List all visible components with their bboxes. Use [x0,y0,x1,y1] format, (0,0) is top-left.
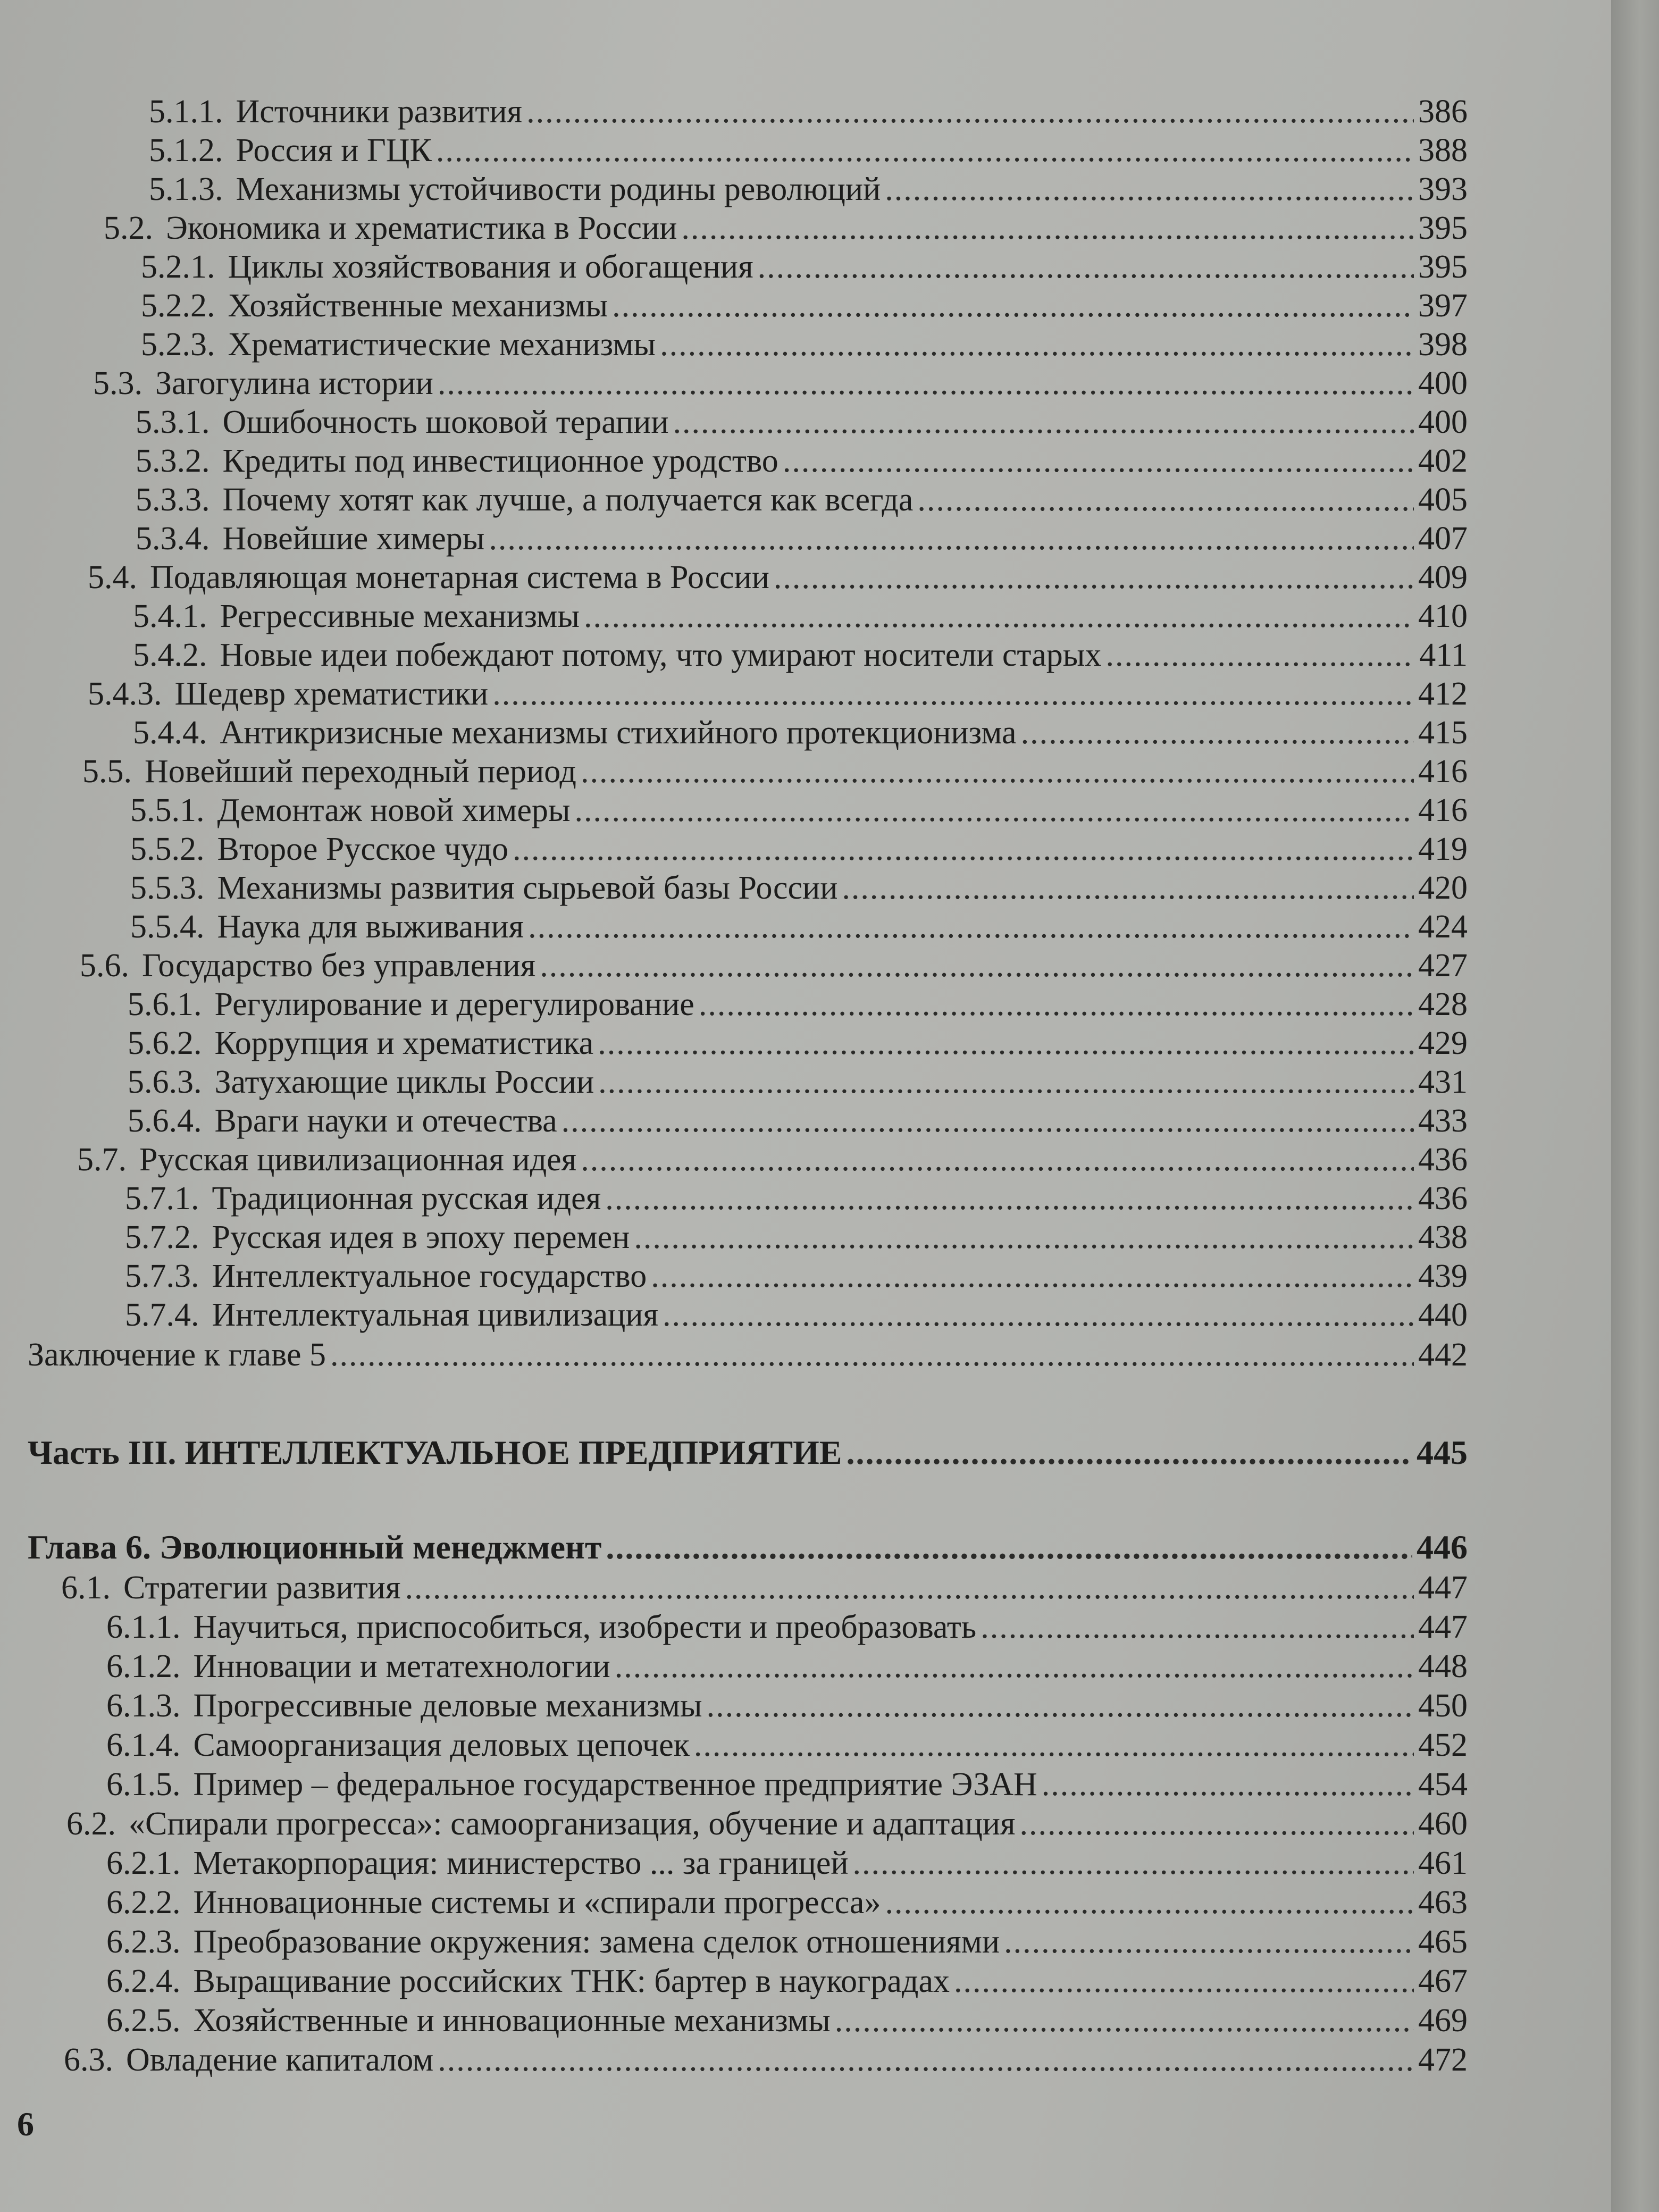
toc-entry-number: 5.4.1. [133,598,207,634]
toc-entry-page: 395 [1418,249,1468,285]
toc-entry-number: 5.7. [77,1142,127,1178]
toc-entry [28,1526,1468,1569]
toc-entry [82,750,1468,793]
dot-leader [605,1177,1414,1220]
dot-leader [1042,1763,1414,1806]
toc-entry [88,673,1468,715]
dot-leader [575,789,1414,832]
dot-leader [634,1216,1414,1259]
toc-entry [149,129,1468,172]
toc-entry [106,1685,1468,1727]
toc-entry-number: 5.1.3. [149,171,223,207]
dot-leader [681,207,1414,249]
toc-entry-title: Циклы хозяйствования и обогащения [228,249,753,285]
toc-entry-number: 5.6.2. [128,1025,202,1061]
toc-entry-title: Демонтаж новой химеры [217,792,571,828]
toc-entry-page: 454 [1418,1766,1468,1803]
dot-leader [1021,711,1414,754]
toc-entry [28,1431,1468,1474]
dot-leader [954,1960,1414,2002]
dot-leader [581,750,1414,793]
toc-entry [128,1061,1468,1103]
toc-entry-page: 410 [1418,598,1468,634]
page-number: 6 [17,2105,34,2143]
toc-entry-page: 463 [1418,1884,1468,1921]
toc-entry [141,284,1468,327]
toc-entry [136,517,1468,560]
toc-entry-number: 5.7.3. [125,1258,199,1294]
dot-leader [660,323,1414,366]
dot-leader [562,1100,1414,1142]
toc-entry-number: 6.1.2. [106,1648,181,1685]
toc-entry [125,1294,1468,1336]
toc-entry-title: Выращивание российских ТНК: бартер в наукоградах [193,1963,950,1999]
toc-entry [136,440,1468,482]
toc-entry-page: 465 [1418,1924,1468,1960]
toc-entry-page: 397 [1418,288,1468,324]
toc-entry-number: 5.4.3. [88,676,162,712]
toc-entry-title: Овладение капиталом [126,2042,434,2078]
dot-leader [405,1566,1414,1609]
toc-entry-page: 429 [1418,1025,1468,1061]
dot-leader [612,284,1414,327]
toc-entry-number: 5.6.4. [128,1103,202,1139]
dot-leader [492,673,1414,715]
toc-entry-page: 438 [1418,1219,1468,1255]
toc-entry [136,479,1468,521]
dot-leader [330,1334,1414,1376]
toc-entry-number: 5.7.4. [125,1297,199,1333]
toc-entry-page: 431 [1418,1064,1468,1100]
toc-entry-page: 419 [1418,831,1468,867]
dot-leader [835,1999,1414,2042]
toc-entry [141,246,1468,288]
toc-entry-title: Преобразование окружения: замена сделок отношениями [193,1924,1000,1960]
toc-entry-page: 447 [1418,1609,1468,1645]
toc-entry-title: Наука для выживания [217,909,524,945]
dot-leader [694,1724,1414,1766]
toc-entry [130,828,1468,870]
toc-entry-number: 6.2.2. [106,1884,181,1921]
toc-entry-number: 5.5. [82,753,132,790]
toc-entry [130,867,1468,909]
dot-leader [651,1255,1414,1297]
toc-entry-page: 400 [1418,365,1468,401]
dot-leader [598,1022,1414,1065]
toc-entry-title: Пример – федеральное государственное предприятие ЭЗАН [193,1766,1037,1803]
dot-leader [673,401,1414,443]
dot-leader [853,1842,1414,1884]
toc-entry-page: 409 [1418,559,1468,596]
toc-entry-page: 445 [1417,1434,1468,1471]
toc-entry-title: Коррупция и хрематистика [214,1025,594,1061]
toc-entry-page: 439 [1418,1258,1468,1294]
toc-entry-number: 5.5.4. [130,909,205,945]
toc-entry-number: 6.2.5. [106,2002,181,2039]
dot-leader [526,90,1414,133]
toc-entry [104,207,1468,249]
toc-entry [130,789,1468,832]
toc-entry-number: 5.3.2. [136,443,210,479]
dot-leader [1019,1803,1414,1845]
dot-leader [1105,634,1415,676]
toc-entry-title: Затухающие циклы России [214,1064,594,1100]
toc-entry-page: 469 [1418,2002,1468,2039]
toc-entry-number: 6.2.1. [106,1845,181,1881]
toc-entry-title: Новейший переходный период [145,753,576,790]
toc-entry-number: 5.6.1. [128,986,202,1023]
toc-entry-number: 6.1.4. [106,1727,181,1763]
toc-entry-page: 433 [1418,1103,1468,1139]
toc-entry-page: 416 [1418,753,1468,790]
toc-entry-number: 5.1.1. [149,94,223,130]
toc-entry-number: 5.2.2. [141,288,215,324]
toc-entry [125,1216,1468,1259]
page-stack-edge [1611,0,1659,2212]
dot-leader [981,1606,1414,1648]
toc-entry-page: 386 [1418,94,1468,130]
toc-entry-title: Традиционная русская идея [212,1180,601,1217]
toc-entry-number: 5.6.3. [128,1064,202,1100]
toc-entry-title: Регулирование и дерегулирование [214,986,694,1023]
toc-entry-title: Русская идея в эпоху перемен [212,1219,630,1255]
toc-entry-title: Научиться, приспособиться, изобрести и преобразовать [193,1609,977,1645]
toc-entry-title: Метакорпорация: министерство ... за границей [193,1845,849,1881]
dot-leader [598,1061,1414,1103]
toc-entry-page: 450 [1418,1688,1468,1724]
toc-entry-title: Кредиты под инвестиционное уродство [222,443,778,479]
toc-entry [88,556,1468,599]
toc-entry-page: 447 [1418,1570,1468,1606]
toc-entry-title: Стратегии развития [123,1570,401,1606]
toc-entry-number: 5.3.1. [136,404,210,440]
toc-entry [106,1606,1468,1648]
toc-entry [130,906,1468,948]
toc-entry-page: 446 [1417,1528,1468,1566]
toc-entry-title: Самоорганизация деловых цепочек [193,1727,690,1763]
toc-entry [128,1100,1468,1142]
toc-entry-page: 467 [1418,1963,1468,1999]
toc-entry-page: 411 [1419,637,1468,673]
toc-entry-page: 416 [1418,792,1468,828]
toc-entry-title: Новые идеи побеждают потому, что умирают носители старых [220,637,1102,673]
toc-entry-title: Механизмы развития сырьевой базы России [217,870,838,906]
dot-leader [885,1881,1414,1924]
toc-entry-number: 5.7.2. [125,1219,199,1255]
toc-entry-title: «Спирали прогресса»: самоорганизация, обучение и адаптация [129,1806,1016,1842]
toc-entry-title: Второе Русское чудо [217,831,508,867]
toc-entry-page: 436 [1418,1142,1468,1178]
dot-leader [438,2039,1414,2081]
toc-entry-number: 5.6. [80,948,129,984]
toc-entry [149,168,1468,211]
toc-entry-title: Подавляющая монетарная система в России [150,559,769,596]
toc-entry-title: Русская цивилизационная идея [139,1142,577,1178]
toc-entry-number: 5.5.2. [130,831,205,867]
dot-leader [663,1294,1414,1336]
dot-leader [699,983,1414,1026]
toc-entry-number: 6.3. [64,2042,113,2078]
dot-leader [513,828,1414,870]
dot-leader [438,362,1414,405]
toc-entry [125,1177,1468,1220]
toc-entry-title: Государство без управления [142,948,536,984]
toc-entry-number: 6.2.3. [106,1924,181,1960]
toc-entry-number: 5.3.3. [136,482,210,518]
toc-entry-title: Загогулина истории [155,365,433,401]
toc-entry [80,944,1468,987]
toc-entry [128,1022,1468,1065]
toc-entry [133,711,1468,754]
toc-entry [133,595,1468,638]
toc-entry-number: 5.2.1. [141,249,215,285]
dot-leader [615,1645,1414,1688]
toc-entry-page: 400 [1418,404,1468,440]
toc-entry-number: 6.1. [61,1570,111,1606]
dot-leader [489,517,1414,560]
toc-entry [28,1334,1468,1376]
toc-entry-title: Интеллектуальная цивилизация [212,1297,659,1333]
toc-entry [133,634,1468,676]
toc-entry-page: 398 [1418,326,1468,363]
toc-entry-page: 472 [1418,2042,1468,2078]
toc-entry [106,1960,1468,2002]
dot-leader [774,556,1414,599]
toc-entry-title: Экономика и хрематистика в России [166,210,677,246]
dot-leader [783,440,1414,482]
toc-entry-page: 461 [1418,1845,1468,1881]
toc-entry-page: 412 [1418,676,1468,712]
toc-entry-number: 5.5.1. [130,792,205,828]
toc-entry-page: 395 [1418,210,1468,246]
toc-entry-title: Ошибочность шоковой терапии [222,404,669,440]
toc-entry-number: 6.1.3. [106,1688,181,1724]
toc-entry-title: Антикризисные механизмы стихийного протекционизма [220,715,1017,751]
toc-entry [66,1803,1468,1845]
toc-entry-number: 5.4.4. [133,715,207,751]
toc-entry [64,2039,1468,2081]
toc-entry [106,1724,1468,1766]
toc-entry [106,1999,1468,2042]
toc-entry-page: 440 [1418,1297,1468,1333]
toc-entry-number: 5.7.1. [125,1180,199,1217]
toc-entry-page: 452 [1418,1727,1468,1763]
toc-entry-title: Почему хотят как лучше, а получается как всегда [222,482,914,518]
toc-entry-number: 5.3.4. [136,521,210,557]
toc-entry-title: Инновационные системы и «спирали прогресса» [193,1884,881,1921]
toc-entry-number: 5.5.3. [130,870,205,906]
toc-entry-number: 5.4. [88,559,137,596]
toc-entry-title: Источники развития [236,94,523,130]
toc-entry [106,1881,1468,1924]
toc-entry-title: Инновации и метатехнологии [193,1648,610,1685]
toc-entry-number: 5.1.2. [149,132,223,169]
toc-entry-page: 420 [1418,870,1468,906]
toc-entry-number: 6.1.1. [106,1609,181,1645]
toc-entry-page: 448 [1418,1648,1468,1685]
toc-entry [125,1255,1468,1297]
toc-entry-title: Механизмы устойчивости родины революций [236,171,881,207]
toc-entry-title: Регрессивные механизмы [220,598,580,634]
toc-entry [77,1138,1468,1181]
toc-entry-title: Заключение к главе 5 [28,1337,326,1373]
toc-entry [93,362,1468,405]
toc-entry [61,1566,1468,1609]
toc-entry-number: 6.2.4. [106,1963,181,1999]
toc-entry [136,401,1468,443]
toc-entry-title: Хозяйственные механизмы [228,288,608,324]
toc-entry [128,983,1468,1026]
dot-leader [581,1138,1414,1181]
toc-entry-title: Глава 6. Эволюционный менеджмент [28,1528,602,1566]
toc-entry-title: Прогрессивные деловые механизмы [193,1688,702,1724]
toc-entry-title: Хрематистические механизмы [228,326,656,363]
toc-entry-number: 6.1.5. [106,1766,181,1803]
toc-entry-title: Новейшие химеры [222,521,485,557]
toc-entry-page: 388 [1418,132,1468,169]
toc-entry-page: 405 [1418,482,1468,518]
toc-entry-page: 424 [1418,909,1468,945]
toc-entry-title: Хозяйственные и инновационные механизмы [193,2002,831,2039]
dot-leader [1004,1921,1414,1963]
dot-leader [584,595,1414,638]
toc-entry [106,1763,1468,1806]
toc-entry-number: 5.2.3. [141,326,215,363]
toc-entry [141,323,1468,366]
toc-entry-page: 460 [1418,1806,1468,1842]
toc-entry-title: Интеллектуальное государство [212,1258,647,1294]
toc-entry-page: 393 [1418,171,1468,207]
dot-leader [606,1526,1412,1569]
toc-entry-page: 427 [1418,948,1468,984]
toc-entry-page: 436 [1418,1180,1468,1217]
dot-leader [528,906,1414,948]
dot-leader [842,867,1414,909]
toc-entry-page: 442 [1418,1337,1468,1373]
toc-entry-number: 5.4.2. [133,637,207,673]
toc-entry [106,1645,1468,1688]
toc-entry-page: 407 [1418,521,1468,557]
toc-entry-title: Враги науки и отечества [214,1103,557,1139]
toc-entry-title: Россия и ГЦК [236,132,432,169]
toc-entry [106,1921,1468,1963]
toc-entry-title: Часть III. ИНТЕЛЛЕКТУАЛЬНОЕ ПРЕДПРИЯТИЕ [28,1434,842,1471]
toc-entry [149,90,1468,133]
dot-leader [540,944,1414,987]
toc-entry [106,1842,1468,1884]
dot-leader [436,129,1414,172]
toc-entry-number: 5.2. [104,210,153,246]
toc-entry-number: 6.2. [66,1806,116,1842]
dot-leader [917,479,1414,521]
toc-entry-number: 5.3. [93,365,143,401]
dot-leader [885,168,1414,211]
toc-entry-title: Шедевр хрематистики [174,676,489,712]
dot-leader [707,1685,1414,1727]
toc-entry-page: 415 [1418,715,1468,751]
toc-entry-page: 402 [1418,443,1468,479]
dot-leader [758,246,1414,288]
dot-leader [846,1431,1412,1474]
toc-entry-page: 428 [1418,986,1468,1023]
